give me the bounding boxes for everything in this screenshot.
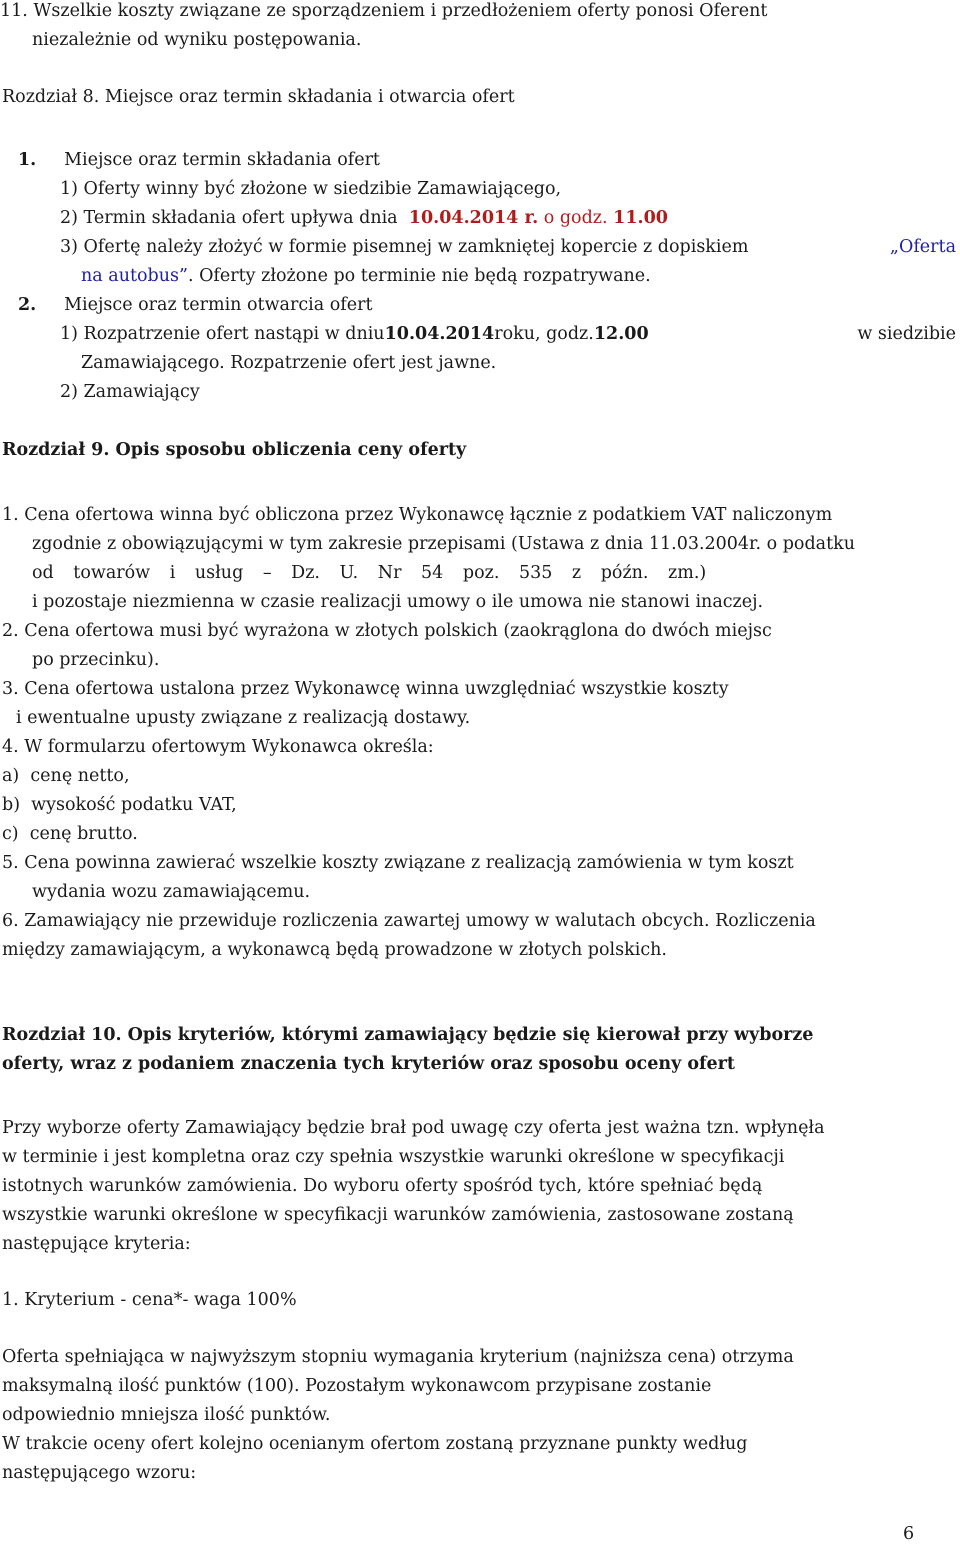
ch9-p1-a: 1. Cena ofertowa winna być obliczona przez Wykonawcę łącznie z podatkiem VAT naliczonym	[2, 505, 833, 525]
ch8-item-2-number: 2.	[18, 295, 37, 315]
ch9-p6-line-2: między zamawiającym, a wykonawcą będą prowadzone w złotych polskich.	[2, 940, 667, 960]
ch9-p5-line-1: 5. Cena powinna zawierać wszelkie koszty związane z realizacją zamówienia w tym koszt	[2, 853, 794, 873]
ch8-open-2: 2) Zamawiający	[60, 382, 200, 402]
opening-date: 10.04.2014	[384, 324, 495, 344]
ch10-par1-line-5: następujące kryteria:	[2, 1234, 191, 1254]
opening-time: 12.00	[593, 324, 649, 344]
ch9-p2-line-1: 2. Cena ofertowa musi być wyrażona w złotych polskich (zaokrąglona do dwóch miejsc	[2, 621, 772, 641]
ch9-p3-line-2: i ewentualne upusty związane z realizacją dostawy.	[16, 708, 471, 728]
opening-place: w siedzibie	[857, 324, 956, 344]
criterion-price: 1. Kryterium - cena*- waga 100%	[2, 1290, 297, 1310]
page-number: 6	[903, 1524, 915, 1544]
envelope-label-part-1: „Oferta	[889, 237, 956, 257]
ch8-item-2	[18, 291, 373, 320]
ch9-p4-a: a) cenę netto,	[2, 766, 130, 786]
chapter-8-title: Rozdział 8. Miejsce oraz termin składania i otwarcia ofert	[2, 87, 515, 107]
submission-time: 11.00	[613, 208, 668, 228]
submission-time-label: o godz.	[543, 208, 608, 228]
ch8-sub-2	[60, 204, 668, 233]
ch9-p1-line-1	[2, 501, 952, 530]
ch9-p3-line-1: 3. Cena ofertowa ustalona przez Wykonawcę winna uwzględniać wszystkie koszty	[2, 679, 729, 699]
ch9-p6-line-1: 6. Zamawiający nie przewiduje rozliczenia zawartej umowy w walutach obcych. Rozliczenia	[2, 911, 816, 931]
chapter-10-title-line-1: Rozdział 10. Opis kryteriów, którymi zamawiający będzie się kierował przy wyborze	[2, 1025, 814, 1045]
chapter-10-title-line-2: oferty, wraz z podaniem znaczenia tych kryteriów oraz sposobu oceny ofert	[2, 1054, 735, 1074]
ch8-item-2-text: Miejsce oraz termin otwarcia ofert	[64, 295, 373, 315]
chapter-9-title: Rozdział 9. Opis sposobu obliczenia ceny oferty	[2, 440, 467, 460]
ch9-p1-line-2: zgodnie z obowiązującymi w tym zakresie przepisami (Ustawa z dnia 11.03.2004r. o podatku	[32, 534, 856, 554]
ch10-par1-line-2: w terminie i jest kompletna oraz czy spełnia wszystkie warunki określone w specyfikacji	[2, 1147, 785, 1167]
ch10-par3-line-2: następującego wzoru:	[2, 1463, 197, 1483]
ch9-p5-line-2: wydania wozu zamawiającemu.	[32, 882, 311, 902]
item-11-line-1	[0, 0, 958, 26]
ch10-par3-line-1: W trakcie oceny ofert kolejno ocenianym ofertom zostaną przyznane punkty według	[2, 1434, 748, 1454]
ch10-par2-line-1: Oferta spełniająca w najwyższym stopniu wymagania kryterium (najniższa cena) otrzyma	[2, 1347, 794, 1367]
opening-time-label: roku, godz.	[494, 324, 594, 344]
ch9-p1-line-4: i pozostaje niezmienna w czasie realizacji umowy o ile umowa nie stanowi inaczej.	[32, 592, 764, 612]
ch10-par2-line-2: maksymalną ilość punktów (100). Pozostałym wykonawcom przypisane zostanie	[2, 1376, 712, 1396]
ch8-open-1-line-1	[60, 320, 956, 349]
ch10-par1-line-3: istotnych warunków zamówienia. Do wyboru oferty spośród tych, które spełniać będą	[2, 1176, 763, 1196]
ch8-sub-3-text: 3) Ofertę należy złożyć w formie pisemnej w zamkniętej kopercie z dopiskiem	[60, 237, 749, 257]
ch8-item-1	[18, 146, 380, 175]
ch9-p1-line-3: od towarów i usług – Dz. U. Nr 54 poz. 535 z późn. zm.)	[32, 563, 707, 583]
ch10-par1-line-1: Przy wyborze oferty Zamawiający będzie brał pod uwagę czy oferta jest ważna tzn. wpłynęła	[2, 1118, 825, 1138]
item-11-line-2: niezależnie od wyniku postępowania.	[32, 30, 362, 50]
item-11-text: 11. Wszelkie koszty związane ze sporządzeniem i przedłożeniem oferty ponosi Oferent	[0, 1, 768, 21]
opening-text: 1) Rozpatrzenie ofert nastąpi w dniu	[60, 324, 385, 344]
ch9-p4-c: c) cenę brutto.	[2, 824, 138, 844]
ch8-open-1-main	[60, 320, 730, 349]
submission-date: 10.04.2014 r.	[408, 208, 539, 228]
ch8-sub-1: 1) Oferty winny być złożone w siedzibie Zamawiającego,	[60, 179, 562, 199]
ch9-p4-b: b) wysokość podatku VAT,	[2, 795, 237, 815]
ch8-sub-3-line-1	[60, 233, 956, 262]
ch10-par1-line-4: wszystkie warunki określone w specyfikacji warunków zamówienia, zastosowane zostaną	[2, 1205, 794, 1225]
ch8-item-1-number: 1.	[18, 150, 37, 170]
ch9-p4: 4. W formularzu ofertowym Wykonawca określa:	[2, 737, 434, 757]
ch8-sub-3-rest: . Oferty złożone po terminie nie będą rozpatrywane.	[187, 266, 651, 286]
ch8-open-1-line-2: Zamawiającego. Rozpatrzenie ofert jest jawne.	[81, 353, 497, 373]
ch8-sub-2-text: 2) Termin składania ofert upływa dnia	[60, 208, 398, 228]
ch8-item-1-text: Miejsce oraz termin składania ofert	[64, 150, 380, 170]
ch9-p2-line-2: po przecinku).	[32, 650, 160, 670]
ch8-sub-3-line-2	[81, 262, 651, 291]
envelope-label-part-2: na autobus”	[81, 266, 188, 286]
ch10-par2-line-3: odpowiednio mniejsza ilość punktów.	[2, 1405, 331, 1425]
